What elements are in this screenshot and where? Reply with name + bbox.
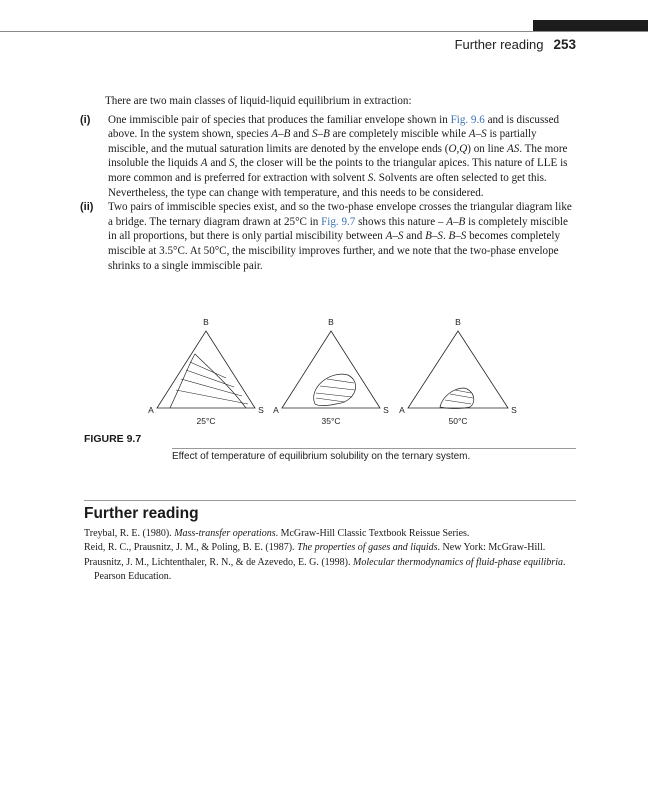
ref-publisher: . New York: McGraw-Hill. [437,542,546,554]
temperature-label: 25°C [196,416,216,426]
apex-label-s: S [258,405,264,415]
running-head [455,37,576,52]
temperature-label: 50°C [448,416,468,426]
tie-line [190,362,226,378]
tie-line [327,379,354,383]
two-phase-envelope [440,388,474,409]
apex-label-b: B [455,317,461,327]
ref-publisher: . McGraw-Hill Classic Textbook Reissue Series. [275,528,470,539]
species: A–S [468,128,487,141]
reference-item [84,527,580,541]
reference-list [84,527,580,585]
triangle-outline [157,331,255,408]
apex-label-b: B [328,317,334,327]
temperature-label: 35°C [321,416,341,426]
species: AS [506,142,520,155]
figure-caption: Effect of temperature of equilibrium solubility on the ternary system. [172,451,471,462]
text-run: and [403,230,426,243]
list-item-i [80,113,576,201]
text-run: becomes completely miscible at 3.5°C. At 50°C, the miscibility improves further, and we note that the two-phase envelope shrinks to a single immiscible pair. [108,230,561,272]
ref-title: The properties of gases and liquids [297,542,438,554]
running-title: Further reading [454,37,544,52]
figure-rule [172,448,576,449]
ref-title: Molecular thermodynamics of fluid-phase equilibria [353,556,563,568]
tie-line [320,386,355,390]
figure-link-9-7[interactable]: Fig. 9.7 [321,215,356,228]
text-run: . [442,230,449,243]
section-title: Further reading [84,505,199,522]
text-run: One immiscible pair of species that produces the familiar envelope shown in [108,113,451,126]
species: S [229,157,235,170]
species: A [200,157,208,170]
intro-paragraph: There are two main classes of liquid-liquid equilibrium in extraction: [105,95,412,107]
reference-item [84,541,580,555]
species: A–B [446,215,466,228]
text-run: ) on line [467,142,507,155]
page-number: 253 [553,37,576,52]
tie-line [316,393,352,397]
text-run: are completely miscible while [329,128,469,141]
ternary-figure [140,314,530,434]
apex-label-a: A [148,405,154,415]
figure-link-9-6[interactable]: Fig. 9.6 [450,113,485,126]
apex-label-b: B [203,317,209,327]
tie-line [450,394,473,398]
text-run: . Solvents are often selected to get this. Nevertheless, the type can change with temperature, and this needs to be considered. [108,171,547,199]
ternary-diagram-25c [148,317,264,426]
text-run: and is discussed above. In the system shown, species [108,113,560,141]
species: S–B [311,128,330,141]
item-number: (ii) [80,201,94,214]
text-run: Two pairs of immiscible species exist, and so the two-phase envelope crosses the triangular diagram like a bridge. The ternary diagram drawn at 25°C in [108,201,572,228]
text-run: is partially miscible, and the mutual saturation limits are denoted by the envelope ends ( [108,128,537,155]
list-item-ii [80,200,576,273]
ref-authors: Reid, R. C., Prausnitz, J. M., & Poling, B. E. (1987). [84,542,298,554]
apex-label-s: S [511,405,517,415]
text-run: shows this nature – [355,215,447,228]
ternary-diagram-50c [399,317,517,426]
text-run: is completely miscible in all proportions, but there is only partial miscibility between [108,215,568,243]
ref-publisher: . Pearson Education. [94,556,566,583]
tie-line [445,400,471,404]
species: S [367,171,374,184]
species: A–S [385,230,404,243]
text-run: and [290,128,312,141]
ternary-diagram-35c [273,317,389,426]
tie-line [181,379,242,396]
reference-item [84,556,580,585]
two-phase-envelope [170,354,246,408]
triangle-outline [282,331,380,408]
species: B–S [448,230,467,243]
section-rule [84,500,576,501]
species: A–B [271,128,291,141]
apex-label-s: S [383,405,389,415]
body-text [80,94,576,273]
header-rule [0,31,648,32]
apex-label-a: A [273,405,279,415]
text-run: and [207,157,230,170]
ref-authors: Prausnitz, J. M., Lichtenthaler, R. N., & de Azevedo, E. G. (1998). [84,556,353,568]
figure-label: FIGURE 9.7 [84,433,142,445]
ref-authors: Treybal, R. E. (1980). [84,528,175,539]
tie-line [316,398,345,402]
tie-line [186,370,234,387]
apex-label-a: A [399,405,405,415]
species: O,Q [448,142,468,155]
item-number: (i) [80,113,91,126]
tie-line [455,390,471,393]
text-run: , the closer will be the points to the triangular apices. This nature of LLE is more common and is preferred for extraction with solvent [108,157,568,184]
triangle-outline [408,331,508,408]
text-run: . The more insoluble the liquids [108,142,568,170]
ref-title: Mass-transfer operations [174,528,276,539]
species: B–S [425,230,443,243]
